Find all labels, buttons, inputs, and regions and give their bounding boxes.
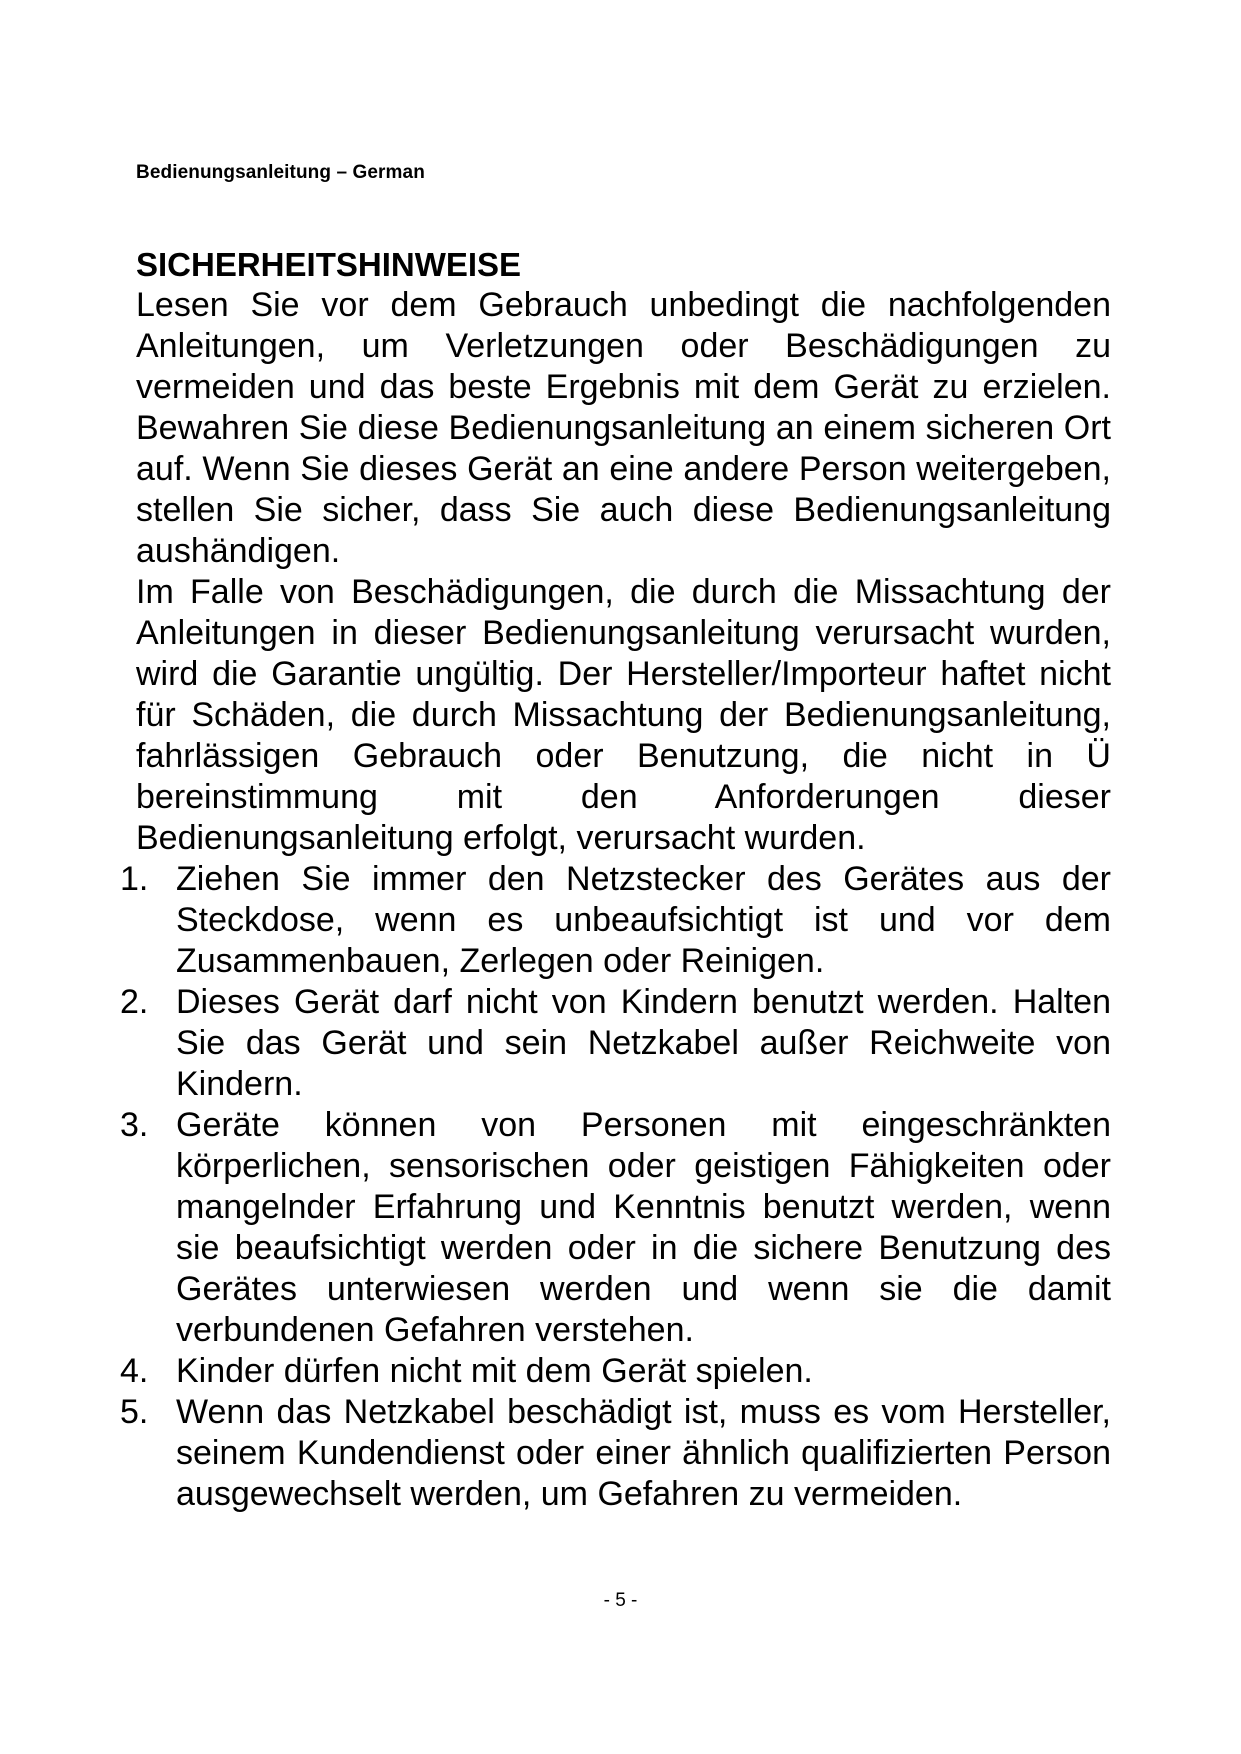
list-item-text: Kinder dürfen nicht mit dem Gerät spielen. [176, 1352, 813, 1390]
list-item [120, 1105, 1111, 1351]
list-item-number: 1. [120, 860, 149, 898]
document-header: Bedienungsanleitung – German [136, 162, 425, 183]
list-item [120, 859, 1111, 982]
safety-list [120, 859, 1111, 1515]
list-item-text: Dieses Gerät darf nicht von Kindern benutzt werden. Halten Sie das Gerät und sein Netzkabel außer Reichweite von Kindern. [176, 983, 1111, 1103]
safety-section [120, 244, 1111, 1515]
list-item-number: 4. [120, 1352, 149, 1390]
list-item-text: Geräte können von Personen mit eingeschränkten körperlichen, sensorischen oder geistigen Fähigkeiten oder mangelnder Erfahrung und Kenntnis benutzt werden, wenn sie beaufsichtigt werden oder in die sichere Benutzung des Gerätes unterwiesen werden und wenn sie die damit verbundenen Gefahren verstehen. [176, 1106, 1111, 1349]
list-item-number: 5. [120, 1393, 149, 1431]
list-item [120, 1351, 1111, 1392]
list-item-number: 2. [120, 983, 149, 1021]
list-item [120, 982, 1111, 1105]
intro-paragraph: Lesen Sie vor dem Gebrauch unbedingt die nachfolgenden Anleitungen, um Verletzungen oder Beschädigungen zu vermeiden und das beste Ergebnis mit dem Gerät zu erzielen. Bewahren Sie diese Bedienungsanleitung an einem sicheren Ort auf. Wenn Sie dieses Gerät an eine andere Person weitergeben, stellen Sie sicher, dass Sie auch diese Bedienungsanleitung aushändigen. [136, 286, 1111, 570]
section-title: SICHERHEITSHINWEISE [136, 246, 522, 283]
warranty-paragraph: Im Falle von Beschädigungen, die durch die Missachtung der Anleitungen in dieser Bedienungsanleitung verursacht wurden, wird die Garantie ungültig. Der Hersteller/Importeur haftet nicht für Schäden, die durch Missachtung der Bedienungsanleitung, fahrlässigen Gebrauch oder Benutzung, die nicht in Ü bereinstimmung mit den Anforderungen dieser Bedienungsanleitung erfolgt, verursacht wurden. [136, 573, 1111, 857]
list-item-text: Ziehen Sie immer den Netzstecker des Gerätes aus der Steckdose, wenn es unbeaufsichtigt ist und vor dem Zusammenbauen, Zerlegen oder Reinigen. [176, 860, 1111, 980]
list-item [120, 1392, 1111, 1515]
list-item-text: Wenn das Netzkabel beschädigt ist, muss es vom Hersteller, seinem Kundendienst oder einer ähnlich qualifizierten Person ausgewechselt werden, um Gefahren zu vermeiden. [176, 1393, 1111, 1513]
list-item-number: 3. [120, 1106, 149, 1144]
page-number: - 5 - [603, 1590, 638, 1611]
